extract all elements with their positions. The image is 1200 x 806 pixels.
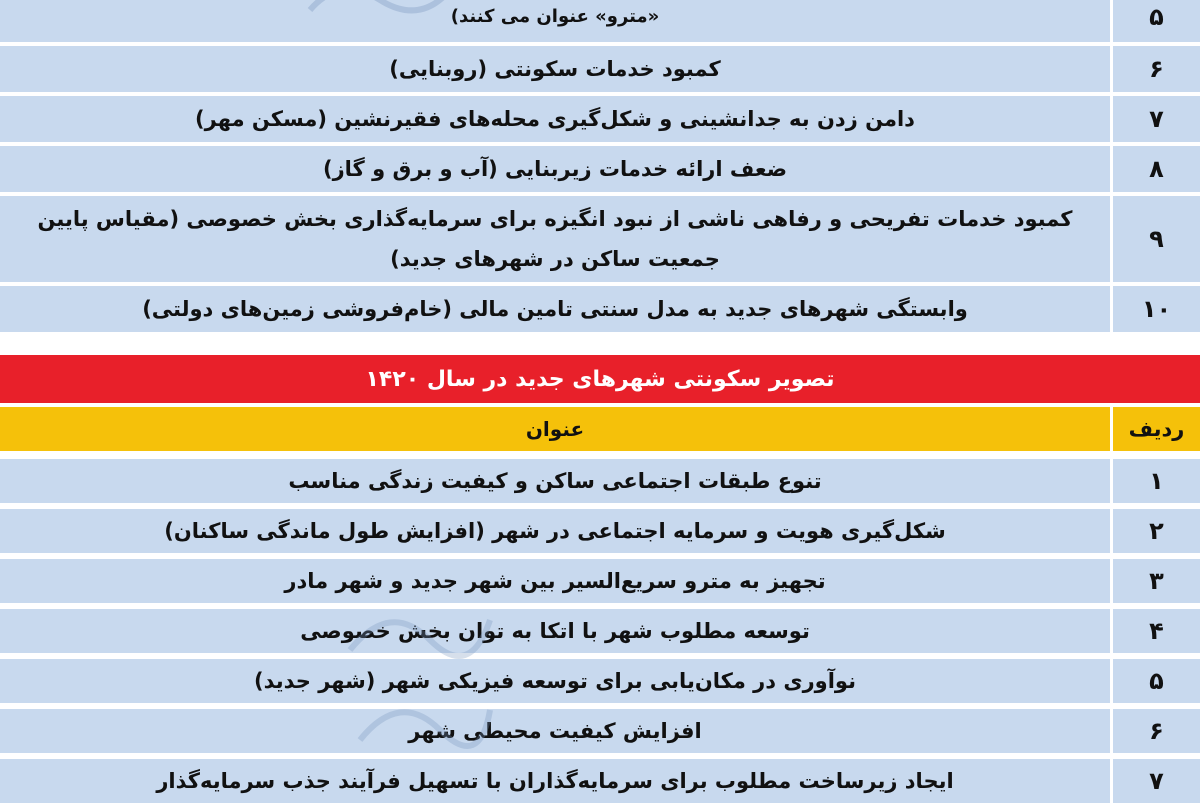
row-title: ایجاد زیرساخت مطلوب برای سرمایه‌گذاران با تسهیل فرآیند جذب سرمایه‌گذار: [0, 759, 1110, 803]
table-row: [0, 559, 1200, 603]
table-row: [0, 509, 1200, 553]
row-title: دامن زدن به جدانشینی و شکل‌گیری محله‌های فقیرنشین (مسکن مهر): [0, 96, 1110, 142]
table-header: [0, 407, 1200, 451]
row-title: ضعف ارائه خدمات زیربنایی (آب و برق و گاز): [0, 146, 1110, 192]
row-title: افزایش کیفیت محیطی شهر: [0, 709, 1110, 753]
section-banner: [0, 355, 1200, 403]
row-title: تجهیز به مترو سریع‌السیر بین شهر جدید و شهر مادر: [0, 559, 1110, 603]
header-num: ردیف: [1113, 407, 1200, 451]
row-number: ۷: [1113, 96, 1200, 142]
row-title: تنوع طبقات اجتماعی ساکن و کیفیت زندگی مناسب: [0, 459, 1110, 503]
row-number: ۶: [1113, 46, 1200, 92]
row-title: شکل‌گیری هویت و سرمایه اجتماعی در شهر (افزایش طول ماندگی ساکنان): [0, 509, 1110, 553]
row-title: توسعه مطلوب شهر با اتکا به توان بخش خصوصی: [0, 609, 1110, 653]
table-row: [0, 286, 1200, 332]
row-title: وابستگی شهرهای جدید به مدل سنتی تامین مالی (خام‌فروشی زمین‌های دولتی): [0, 286, 1110, 332]
row-number: ۲: [1113, 509, 1200, 553]
row-title: کمبود خدمات تفریحی و رفاهی ناشی از نبود انگیزه برای سرمایه‌گذاری بخش خصوصی (مقیاس پایین جمعیت ساکن در شهرهای جدید): [0, 196, 1110, 282]
table-row: [0, 459, 1200, 503]
row-number: ۳: [1113, 559, 1200, 603]
table-row: [0, 196, 1200, 282]
header-title: عنوان: [0, 407, 1110, 451]
table-row: [0, 759, 1200, 803]
table-row: [0, 96, 1200, 142]
row-number: ۴: [1113, 609, 1200, 653]
table-row: [0, 46, 1200, 92]
row-title: کمبود خدمات سکونتی (روبنایی): [0, 46, 1110, 92]
row-number: ۸: [1113, 146, 1200, 192]
row-number: ۹: [1113, 196, 1200, 282]
row-number: ۵: [1113, 659, 1200, 703]
table-row: [0, 709, 1200, 753]
row-number: ۵: [1113, 0, 1200, 42]
row-number: ۱۰: [1113, 286, 1200, 332]
row-number: ۱: [1113, 459, 1200, 503]
row-title: نوآوری در مکان‌یابی برای توسعه فیزیکی شهر (شهر جدید): [0, 659, 1110, 703]
table-row: [0, 0, 1200, 42]
table-row: [0, 609, 1200, 653]
banner-title: تصویر سکونتی شهرهای جدید در سال ۱۴۲۰: [365, 366, 835, 392]
row-number: ۷: [1113, 759, 1200, 803]
row-title: «مترو» عنوان می کنند): [0, 0, 1110, 42]
table-row: [0, 146, 1200, 192]
row-number: ۶: [1113, 709, 1200, 753]
table-row: [0, 659, 1200, 703]
